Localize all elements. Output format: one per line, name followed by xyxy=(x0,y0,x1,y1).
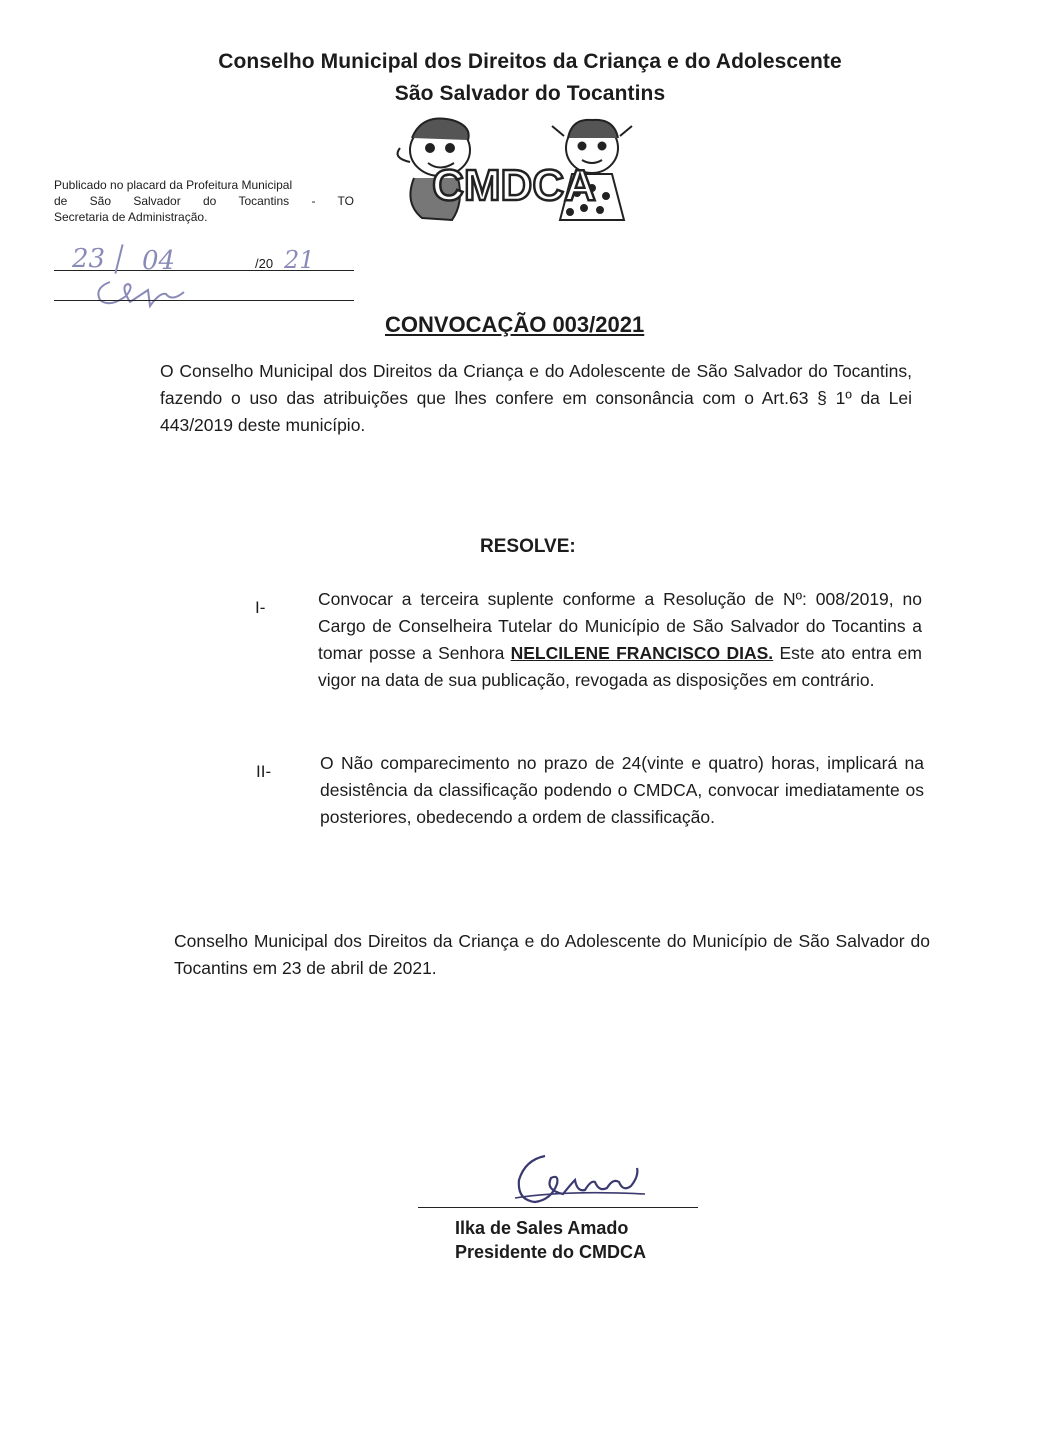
stamp-initials-signature xyxy=(90,272,200,312)
document-title: CONVOCAÇÃO 003/2021 xyxy=(385,312,645,337)
intro-paragraph: O Conselho Municipal dos Direitos da Criança e do Adolescente de São Salvador do Tocantins, fazendo o uso das atribuições que lhes confere em consonância com o Art.63 § 1º da Lei 443/2019 deste município. xyxy=(160,361,912,435)
item-text xyxy=(320,750,924,831)
header-title-line1: Conselho Municipal dos Direitos da Criança e do Adolescente xyxy=(218,50,842,73)
logo-text: CMDCA xyxy=(432,161,596,210)
stamp-year-prefix: /20 xyxy=(255,256,274,271)
handwritten-signature xyxy=(505,1150,655,1212)
nominee-name: NELCILENE FRANCISCO DIAS. xyxy=(510,643,774,663)
resolve-heading: RESOLVE: xyxy=(480,536,576,557)
item-text-after: Este ato entra em vigor na data de sua publicação, revogada as disposições em contrário. xyxy=(318,643,922,690)
stamp-line1: Publicado no placard da Profeitura Municipal xyxy=(54,178,293,192)
item-text xyxy=(318,586,922,694)
signature-line xyxy=(418,1207,698,1208)
item-text-before: O Não comparecimento no prazo de 24(vinte e quatro) horas, implicará na desistência da classificação podendo o CMDCA, convocar imediatamente os posteriores, obedecendo a ordem de classificação. xyxy=(320,753,924,827)
closing-paragraph: Conselho Municipal dos Direitos da Criança e do Adolescente do Município de São Salvador do Tocantins em 23 de abril de 2021. xyxy=(174,931,930,978)
stamp-month: 04 xyxy=(142,246,176,276)
item-number: II- xyxy=(256,762,272,781)
stamp-signature-line xyxy=(54,300,354,301)
item-number: I- xyxy=(255,598,266,617)
stamp-day: 23 xyxy=(72,244,106,274)
stamp-year-suffix: 21 xyxy=(284,246,315,274)
publication-stamp xyxy=(54,177,354,225)
stamp-line2: de São Salvador do Tocantins - TO xyxy=(54,194,354,208)
signatory-name: Ilka de Sales Amado xyxy=(455,1218,629,1238)
cmdca-logo xyxy=(392,108,637,230)
header-title-line2: São Salvador do Tocantins xyxy=(394,82,666,105)
stamp-line3: Secretaria de Administração. xyxy=(54,210,208,224)
signatory-role: Presidente do CMDCA xyxy=(455,1242,647,1262)
item-text-before: Convocar a terceira suplente conforme a Resolução de Nº: 008/2019, no Cargo de Conselheira Tutelar do Município de São Salvador do Tocantins a tomar posse a Senhora xyxy=(318,589,922,663)
signatory-block xyxy=(455,1216,646,1264)
